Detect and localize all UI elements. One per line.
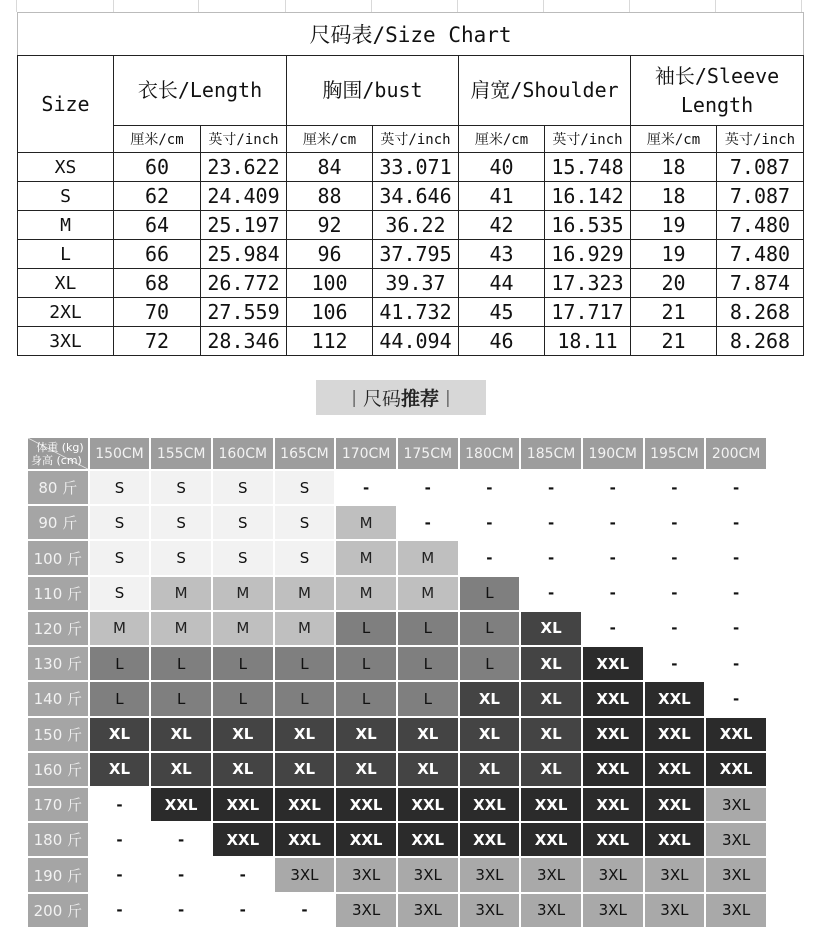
recommended-size-cell: 3XL bbox=[460, 858, 520, 891]
weight-row-header: 130 斤 bbox=[28, 647, 88, 680]
size-label: S bbox=[18, 182, 114, 211]
recommended-size-cell: - bbox=[151, 823, 211, 856]
measurement-value: 24.409 bbox=[201, 182, 287, 211]
unit-cm-label: 厘米/cm bbox=[631, 126, 717, 153]
recommended-size-cell: XXL bbox=[336, 788, 396, 821]
recommended-size-cell: L bbox=[151, 682, 211, 715]
unit-inch-label: 英寸/inch bbox=[717, 126, 804, 153]
recommended-size-cell: L bbox=[213, 682, 273, 715]
measurement-value: 36.22 bbox=[373, 211, 459, 240]
size-label: 2XL bbox=[18, 298, 114, 327]
measurement-value: 17.717 bbox=[545, 298, 631, 327]
recommended-size-cell: XL bbox=[521, 718, 581, 751]
recommended-size-cell: M bbox=[213, 577, 273, 610]
measurement-value: 39.37 bbox=[373, 269, 459, 298]
recommended-size-cell: S bbox=[213, 506, 273, 539]
recommended-size-cell: 3XL bbox=[706, 894, 766, 927]
measurement-value: 8.268 bbox=[717, 327, 804, 356]
recommended-size-cell: M bbox=[398, 577, 458, 610]
recommended-size-cell: - bbox=[213, 894, 273, 927]
recommended-size-cell: L bbox=[398, 647, 458, 680]
recommended-size-cell: - bbox=[706, 647, 766, 680]
recommended-size-cell: XL bbox=[398, 718, 458, 751]
recommended-size-cell: - bbox=[645, 541, 705, 574]
height-column-header: 190CM bbox=[583, 438, 643, 469]
recommended-size-cell: - bbox=[645, 612, 705, 645]
measurement-value: 66 bbox=[114, 240, 201, 269]
recommended-size-cell: XL bbox=[151, 753, 211, 786]
recommended-size-cell: XL bbox=[336, 718, 396, 751]
recommended-size-cell: S bbox=[213, 541, 273, 574]
recommended-size-cell: S bbox=[90, 506, 150, 539]
measurement-value: 33.071 bbox=[373, 153, 459, 182]
measurement-value: 21 bbox=[631, 327, 717, 356]
size-recommendation-grid bbox=[26, 436, 768, 929]
measurement-value: 46 bbox=[459, 327, 545, 356]
recommended-size-cell: - bbox=[336, 471, 396, 504]
size-label: M bbox=[18, 211, 114, 240]
recommended-size-cell: XXL bbox=[645, 682, 705, 715]
recommended-size-cell: - bbox=[151, 894, 211, 927]
size-label: L bbox=[18, 240, 114, 269]
recommended-size-cell: 3XL bbox=[583, 894, 643, 927]
measurement-value: 15.748 bbox=[545, 153, 631, 182]
recommended-size-cell: - bbox=[706, 506, 766, 539]
recommended-size-cell: M bbox=[151, 577, 211, 610]
measurement-value: 18 bbox=[631, 153, 717, 182]
measurement-value: 70 bbox=[114, 298, 201, 327]
size-label: XS bbox=[18, 153, 114, 182]
weight-row bbox=[28, 894, 766, 927]
weight-row bbox=[28, 647, 766, 680]
recommended-size-cell: XXL bbox=[706, 753, 766, 786]
measurement-value: 8.268 bbox=[717, 298, 804, 327]
recommended-size-cell: - bbox=[398, 471, 458, 504]
recommended-size-cell: - bbox=[460, 471, 520, 504]
recommended-size-cell: S bbox=[151, 506, 211, 539]
recommended-size-cell: - bbox=[521, 541, 581, 574]
measurement-value: 112 bbox=[287, 327, 373, 356]
height-column-header: 180CM bbox=[460, 438, 520, 469]
weight-row-header: 110 斤 bbox=[28, 577, 88, 610]
measurement-value: 37.795 bbox=[373, 240, 459, 269]
recommended-size-cell: - bbox=[90, 823, 150, 856]
recommended-size-cell: L bbox=[460, 647, 520, 680]
height-column-header: 185CM bbox=[521, 438, 581, 469]
measurement-value: 7.087 bbox=[717, 153, 804, 182]
weight-row bbox=[28, 718, 766, 751]
height-column-header: 150CM bbox=[90, 438, 150, 469]
recommended-size-cell: - bbox=[521, 471, 581, 504]
weight-row-header: 190 斤 bbox=[28, 858, 88, 891]
recommended-size-cell: XXL bbox=[336, 823, 396, 856]
measurement-value: 7.874 bbox=[717, 269, 804, 298]
recommended-size-cell: L bbox=[151, 647, 211, 680]
banner-bar-left: | bbox=[351, 387, 357, 408]
weight-row-header: 150 斤 bbox=[28, 718, 88, 751]
recommended-size-cell: XL bbox=[521, 753, 581, 786]
unit-inch-label: 英寸/inch bbox=[201, 126, 287, 153]
size-row bbox=[18, 211, 804, 240]
recommended-size-cell: L bbox=[398, 612, 458, 645]
unit-inch-label: 英寸/inch bbox=[545, 126, 631, 153]
shoulder-group-header: 肩宽/Shoulder bbox=[459, 56, 631, 126]
recommended-size-cell: L bbox=[336, 682, 396, 715]
banner-text-normal: 尺码 bbox=[362, 388, 401, 410]
recommended-size-cell: M bbox=[336, 577, 396, 610]
measurement-value: 19 bbox=[631, 211, 717, 240]
recommended-size-cell: - bbox=[398, 506, 458, 539]
measurement-value: 92 bbox=[287, 211, 373, 240]
measurement-value: 100 bbox=[287, 269, 373, 298]
size-row bbox=[18, 153, 804, 182]
recommended-size-cell: - bbox=[645, 577, 705, 610]
weight-row-header: 170 斤 bbox=[28, 788, 88, 821]
corner-height-label: 身高 (cm) bbox=[31, 454, 82, 467]
recommended-size-cell: - bbox=[645, 471, 705, 504]
recommended-size-cell: 3XL bbox=[521, 894, 581, 927]
recommended-size-cell: - bbox=[460, 541, 520, 574]
recommended-size-cell: M bbox=[398, 541, 458, 574]
measurement-value: 64 bbox=[114, 211, 201, 240]
measurement-value: 42 bbox=[459, 211, 545, 240]
size-chart-title: 尺码表/Size Chart bbox=[18, 13, 804, 56]
size-label: XL bbox=[18, 269, 114, 298]
size-row bbox=[18, 298, 804, 327]
recommended-size-cell: XL bbox=[460, 682, 520, 715]
recommended-size-cell: - bbox=[706, 612, 766, 645]
recommended-size-cell: XL bbox=[521, 647, 581, 680]
height-column-header: 175CM bbox=[398, 438, 458, 469]
measurement-value: 44 bbox=[459, 269, 545, 298]
recommended-size-cell: XXL bbox=[583, 718, 643, 751]
recommended-size-cell: XXL bbox=[583, 647, 643, 680]
recommended-size-cell: XL bbox=[90, 718, 150, 751]
recommended-size-cell: XL bbox=[213, 718, 273, 751]
recommended-size-cell: XXL bbox=[583, 682, 643, 715]
recommended-size-cell: - bbox=[90, 858, 150, 891]
recommended-size-cell: - bbox=[151, 858, 211, 891]
recommended-size-cell: XXL bbox=[583, 823, 643, 856]
sleeve-group-header: 袖长/Sleeve Length bbox=[631, 56, 804, 126]
recommended-size-cell: M bbox=[336, 541, 396, 574]
height-column-header: 155CM bbox=[151, 438, 211, 469]
weight-row-header: 200 斤 bbox=[28, 894, 88, 927]
measurement-value: 18 bbox=[631, 182, 717, 211]
measurement-value: 84 bbox=[287, 153, 373, 182]
recommended-size-cell: XXL bbox=[398, 823, 458, 856]
length-group-header: 衣长/Length bbox=[114, 56, 287, 126]
recommended-size-cell: 3XL bbox=[706, 823, 766, 856]
recommended-size-cell: 3XL bbox=[398, 894, 458, 927]
recommended-size-cell: XXL bbox=[213, 788, 273, 821]
recommended-size-cell: 3XL bbox=[706, 858, 766, 891]
measurement-value: 44.094 bbox=[373, 327, 459, 356]
recommended-size-cell: 3XL bbox=[521, 858, 581, 891]
recommended-size-cell: XL bbox=[460, 718, 520, 751]
recommended-size-cell: 3XL bbox=[460, 894, 520, 927]
weight-row bbox=[28, 541, 766, 574]
recommended-size-cell: XL bbox=[398, 753, 458, 786]
recommended-size-cell: 3XL bbox=[398, 858, 458, 891]
height-column-header: 195CM bbox=[645, 438, 705, 469]
corner-weight-label: 体重 (kg) bbox=[36, 441, 84, 454]
measurement-value: 21 bbox=[631, 298, 717, 327]
recommended-size-cell: XXL bbox=[645, 788, 705, 821]
bust-group-header: 胸围/bust bbox=[287, 56, 459, 126]
height-column-header: 170CM bbox=[336, 438, 396, 469]
size-column-header: Size bbox=[18, 56, 114, 153]
measurement-value: 41.732 bbox=[373, 298, 459, 327]
measurement-value: 96 bbox=[287, 240, 373, 269]
recommended-size-cell: XL bbox=[460, 753, 520, 786]
recommended-size-cell: S bbox=[275, 541, 335, 574]
recommended-size-cell: XL bbox=[90, 753, 150, 786]
measurement-value: 25.984 bbox=[201, 240, 287, 269]
recommended-size-cell: S bbox=[90, 577, 150, 610]
recommended-size-cell: L bbox=[213, 647, 273, 680]
recommended-size-cell: XXL bbox=[460, 823, 520, 856]
measurement-value: 18.11 bbox=[545, 327, 631, 356]
size-row bbox=[18, 269, 804, 298]
measurement-value: 43 bbox=[459, 240, 545, 269]
weight-row-header: 180 斤 bbox=[28, 823, 88, 856]
weight-row bbox=[28, 577, 766, 610]
recommended-size-cell: S bbox=[275, 471, 335, 504]
recommended-size-cell: XL bbox=[275, 753, 335, 786]
recommended-size-cell: 3XL bbox=[706, 788, 766, 821]
spreadsheet-gridlines bbox=[0, 0, 820, 12]
measurement-value: 45 bbox=[459, 298, 545, 327]
recommended-size-cell: XXL bbox=[645, 718, 705, 751]
recommended-size-cell: XL bbox=[521, 682, 581, 715]
recommended-size-cell: S bbox=[90, 541, 150, 574]
recommended-size-cell: M bbox=[275, 577, 335, 610]
recommended-size-cell: XL bbox=[275, 718, 335, 751]
weight-row bbox=[28, 753, 766, 786]
weight-row-header: 160 斤 bbox=[28, 753, 88, 786]
size-chart-table bbox=[17, 12, 804, 356]
measurement-value: 20 bbox=[631, 269, 717, 298]
recommended-size-cell: - bbox=[213, 858, 273, 891]
recommended-size-cell: - bbox=[645, 506, 705, 539]
measurement-value: 88 bbox=[287, 182, 373, 211]
unit-cm-label: 厘米/cm bbox=[459, 126, 545, 153]
size-row bbox=[18, 240, 804, 269]
measurement-value: 28.346 bbox=[201, 327, 287, 356]
measurement-value: 68 bbox=[114, 269, 201, 298]
weight-row-header: 140 斤 bbox=[28, 682, 88, 715]
measurement-value: 25.197 bbox=[201, 211, 287, 240]
measurement-value: 60 bbox=[114, 153, 201, 182]
recommended-size-cell: M bbox=[336, 506, 396, 539]
measurement-value: 62 bbox=[114, 182, 201, 211]
recommended-size-cell: XXL bbox=[151, 788, 211, 821]
recommended-size-cell: M bbox=[151, 612, 211, 645]
recommended-size-cell: S bbox=[213, 471, 273, 504]
measurement-value: 34.646 bbox=[373, 182, 459, 211]
banner-bar-right: | bbox=[445, 387, 451, 408]
recommended-size-cell: - bbox=[275, 894, 335, 927]
recommended-size-cell: XL bbox=[521, 612, 581, 645]
recommended-size-cell: S bbox=[275, 506, 335, 539]
weight-row bbox=[28, 858, 766, 891]
recommended-size-cell: - bbox=[90, 788, 150, 821]
recommended-size-cell: L bbox=[460, 577, 520, 610]
recommended-size-cell: XL bbox=[151, 718, 211, 751]
recommended-size-cell: L bbox=[398, 682, 458, 715]
recommended-size-cell: - bbox=[706, 577, 766, 610]
recommended-size-cell: - bbox=[706, 682, 766, 715]
weight-row bbox=[28, 471, 766, 504]
recommended-size-cell: XL bbox=[213, 753, 273, 786]
recommended-size-cell: L bbox=[275, 647, 335, 680]
grid-corner-cell bbox=[28, 438, 88, 469]
size-label: 3XL bbox=[18, 327, 114, 356]
recommended-size-cell: - bbox=[583, 612, 643, 645]
weight-row bbox=[28, 682, 766, 715]
recommended-size-cell: L bbox=[336, 612, 396, 645]
recommended-size-cell: XXL bbox=[275, 788, 335, 821]
recommended-size-cell: - bbox=[460, 506, 520, 539]
recommended-size-cell: XL bbox=[336, 753, 396, 786]
banner-text-bold: 推荐 bbox=[401, 388, 440, 410]
recommended-size-cell: 3XL bbox=[583, 858, 643, 891]
height-column-header: 165CM bbox=[275, 438, 335, 469]
size-recommendation-banner bbox=[316, 380, 486, 415]
measurement-value: 23.622 bbox=[201, 153, 287, 182]
recommended-size-cell: - bbox=[706, 471, 766, 504]
recommended-size-cell: 3XL bbox=[645, 894, 705, 927]
recommended-size-cell: - bbox=[583, 506, 643, 539]
measurement-value: 26.772 bbox=[201, 269, 287, 298]
recommended-size-cell: XXL bbox=[398, 788, 458, 821]
height-column-header: 160CM bbox=[213, 438, 273, 469]
weight-row-header: 100 斤 bbox=[28, 541, 88, 574]
weight-row bbox=[28, 506, 766, 539]
unit-cm-label: 厘米/cm bbox=[114, 126, 201, 153]
measurement-value: 19 bbox=[631, 240, 717, 269]
recommended-size-cell: 3XL bbox=[275, 858, 335, 891]
recommended-size-cell: XXL bbox=[645, 753, 705, 786]
recommended-size-cell: L bbox=[275, 682, 335, 715]
recommended-size-cell: S bbox=[151, 471, 211, 504]
measurement-value: 7.480 bbox=[717, 211, 804, 240]
size-row bbox=[18, 182, 804, 211]
recommended-size-cell: - bbox=[521, 577, 581, 610]
weight-row bbox=[28, 788, 766, 821]
measurement-value: 40 bbox=[459, 153, 545, 182]
recommended-size-cell: L bbox=[336, 647, 396, 680]
recommended-size-cell: XXL bbox=[521, 788, 581, 821]
recommended-size-cell: - bbox=[583, 471, 643, 504]
measurement-value: 16.929 bbox=[545, 240, 631, 269]
recommended-size-cell: XXL bbox=[521, 823, 581, 856]
recommended-size-cell: - bbox=[583, 541, 643, 574]
recommended-size-cell: XXL bbox=[583, 753, 643, 786]
recommended-size-cell: XXL bbox=[706, 718, 766, 751]
measurement-value: 7.480 bbox=[717, 240, 804, 269]
recommended-size-cell: - bbox=[706, 541, 766, 574]
recommended-size-cell: - bbox=[645, 647, 705, 680]
recommended-size-cell: M bbox=[275, 612, 335, 645]
unit-inch-label: 英寸/inch bbox=[373, 126, 459, 153]
measurement-value: 106 bbox=[287, 298, 373, 327]
weight-row-header: 90 斤 bbox=[28, 506, 88, 539]
weight-row bbox=[28, 612, 766, 645]
recommended-size-cell: 3XL bbox=[645, 858, 705, 891]
recommended-size-cell: - bbox=[521, 506, 581, 539]
recommended-size-cell: L bbox=[90, 682, 150, 715]
size-row bbox=[18, 327, 804, 356]
recommended-size-cell: S bbox=[151, 541, 211, 574]
height-column-header: 200CM bbox=[706, 438, 766, 469]
recommended-size-cell: XXL bbox=[275, 823, 335, 856]
weight-row bbox=[28, 823, 766, 856]
recommended-size-cell: L bbox=[90, 647, 150, 680]
recommended-size-cell: M bbox=[213, 612, 273, 645]
recommended-size-cell: XXL bbox=[645, 823, 705, 856]
recommended-size-cell: XXL bbox=[460, 788, 520, 821]
recommended-size-cell: XXL bbox=[583, 788, 643, 821]
measurement-value: 17.323 bbox=[545, 269, 631, 298]
measurement-value: 16.535 bbox=[545, 211, 631, 240]
measurement-value: 7.087 bbox=[717, 182, 804, 211]
measurement-value: 27.559 bbox=[201, 298, 287, 327]
weight-row-header: 120 斤 bbox=[28, 612, 88, 645]
unit-cm-label: 厘米/cm bbox=[287, 126, 373, 153]
measurement-value: 41 bbox=[459, 182, 545, 211]
weight-row-header: 80 斤 bbox=[28, 471, 88, 504]
recommended-size-cell: - bbox=[583, 577, 643, 610]
recommended-size-cell: XXL bbox=[213, 823, 273, 856]
recommended-size-cell: - bbox=[90, 894, 150, 927]
recommended-size-cell: 3XL bbox=[336, 858, 396, 891]
recommended-size-cell: 3XL bbox=[336, 894, 396, 927]
recommended-size-cell: S bbox=[90, 471, 150, 504]
recommended-size-cell: L bbox=[460, 612, 520, 645]
measurement-value: 16.142 bbox=[545, 182, 631, 211]
measurement-value: 72 bbox=[114, 327, 201, 356]
recommended-size-cell: M bbox=[90, 612, 150, 645]
